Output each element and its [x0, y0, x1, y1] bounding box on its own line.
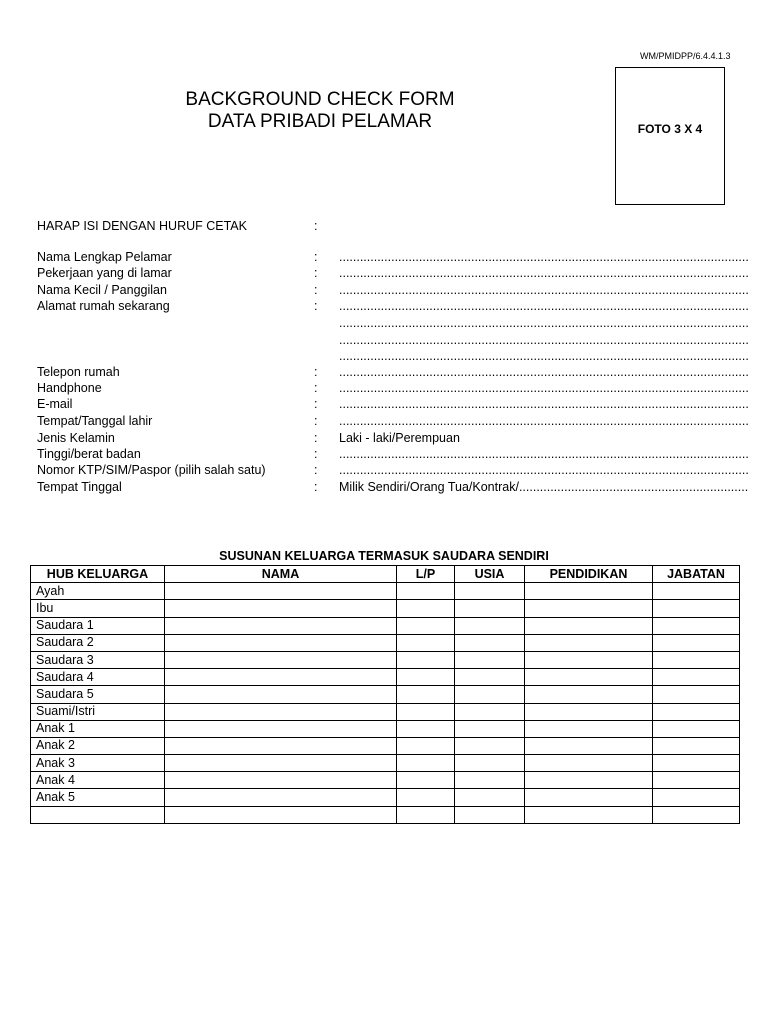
lp-cell[interactable]: [397, 703, 455, 720]
family-section-title: SUSUNAN KELUARGA TERMASUK SAUDARA SENDIRI: [219, 549, 549, 563]
table-row: [31, 686, 740, 703]
relation-cell: Anak 1: [31, 720, 165, 737]
pendidikan-cell[interactable]: [525, 703, 653, 720]
table-row: [31, 634, 740, 651]
tempat-tanggal-lahir-input[interactable]: [339, 413, 748, 429]
relation-cell: Saudara 5: [31, 686, 165, 703]
nama-kecil-input[interactable]: [339, 282, 748, 298]
relation-cell: Saudara 1: [31, 617, 165, 634]
colon: :: [314, 447, 318, 461]
field-label: Nama Lengkap Pelamar: [37, 250, 172, 264]
colon: :: [314, 299, 318, 313]
field-label: Pekerjaan yang di lamar: [37, 266, 172, 280]
usia-cell[interactable]: [455, 600, 525, 617]
tinggi-berat-input[interactable]: [339, 446, 748, 462]
pendidikan-cell[interactable]: [525, 772, 653, 789]
nama-cell[interactable]: [165, 651, 397, 668]
field-label: Nomor KTP/SIM/Paspor (pilih salah satu): [37, 463, 266, 477]
usia-cell[interactable]: [455, 617, 525, 634]
usia-cell[interactable]: [455, 755, 525, 772]
nama-cell[interactable]: [165, 634, 397, 651]
table-row: [31, 806, 740, 823]
field-label: Handphone: [37, 381, 102, 395]
col-header-lp: L/P: [397, 566, 455, 583]
relation-cell: Ibu: [31, 600, 165, 617]
jenis-kelamin-options[interactable]: Laki - laki/Perempuan: [339, 431, 460, 445]
colon: :: [314, 397, 318, 411]
lp-cell[interactable]: [397, 806, 455, 823]
jabatan-cell[interactable]: [653, 600, 740, 617]
nama-cell[interactable]: [165, 720, 397, 737]
lp-cell[interactable]: [397, 600, 455, 617]
colon: :: [314, 463, 318, 477]
relation-cell: Suami/Istri: [31, 703, 165, 720]
alamat-input-line-4[interactable]: [339, 348, 748, 364]
lp-cell[interactable]: [397, 686, 455, 703]
jabatan-cell[interactable]: [653, 789, 740, 806]
table-row: [31, 737, 740, 754]
form-subtitle: DATA PRIBADI PELAMAR: [207, 111, 433, 132]
pendidikan-cell[interactable]: [525, 583, 653, 600]
alamat-input-line-3[interactable]: [339, 332, 748, 348]
col-header-jabatan: JABATAN: [653, 566, 740, 583]
colon: :: [314, 431, 318, 445]
field-label: Tempat/Tanggal lahir: [37, 414, 153, 428]
lp-cell[interactable]: [397, 737, 455, 754]
field-label: Tinggi/berat badan: [37, 447, 141, 461]
field-jenis-kelamin: [37, 430, 747, 446]
pendidikan-cell[interactable]: [525, 600, 653, 617]
field-label: Telepon rumah: [37, 365, 120, 379]
nama-cell[interactable]: [165, 600, 397, 617]
relation-cell: Anak 3: [31, 755, 165, 772]
table-row: [31, 703, 740, 720]
field-label: Jenis Kelamin: [37, 431, 115, 445]
instruction-row: [37, 218, 747, 234]
nama-cell[interactable]: [165, 583, 397, 600]
jabatan-cell[interactable]: [653, 651, 740, 668]
nama-cell[interactable]: [165, 772, 397, 789]
nama-lengkap-input[interactable]: [339, 249, 748, 265]
field-label: Alamat rumah sekarang: [37, 299, 170, 313]
field-label: E-mail: [37, 397, 73, 411]
telepon-input[interactable]: [339, 364, 748, 380]
table-row: [31, 600, 740, 617]
usia-cell[interactable]: [455, 806, 525, 823]
col-header-usia: USIA: [455, 566, 525, 583]
tempat-tinggal-options: Milik Sendiri/Orang Tua/Kontrak/: [339, 480, 519, 494]
nama-cell[interactable]: [165, 789, 397, 806]
relation-cell: Anak 5: [31, 789, 165, 806]
photo-box: [615, 67, 725, 205]
jabatan-cell[interactable]: [653, 806, 740, 823]
relation-cell: [31, 806, 165, 823]
tempat-tinggal-input[interactable]: [339, 479, 748, 495]
alamat-input-line-1[interactable]: [339, 298, 748, 314]
email-input[interactable]: [339, 396, 748, 412]
col-header-nama: NAMA: [165, 566, 397, 583]
nama-cell[interactable]: [165, 669, 397, 686]
pendidikan-cell[interactable]: [525, 789, 653, 806]
nama-cell[interactable]: [165, 737, 397, 754]
jabatan-cell[interactable]: [653, 617, 740, 634]
table-row: [31, 583, 740, 600]
relation-cell: Ayah: [31, 583, 165, 600]
colon: :: [314, 283, 318, 297]
jabatan-cell[interactable]: [653, 583, 740, 600]
pendidikan-cell[interactable]: [525, 651, 653, 668]
nama-cell[interactable]: [165, 806, 397, 823]
pekerjaan-input[interactable]: [339, 265, 748, 281]
table-row: [31, 617, 740, 634]
lp-cell[interactable]: [397, 651, 455, 668]
table-row: [31, 669, 740, 686]
colon: :: [314, 266, 318, 280]
lp-cell[interactable]: [397, 634, 455, 651]
field-label: Tempat Tinggal: [37, 480, 122, 494]
colon: :: [314, 365, 318, 379]
jabatan-cell[interactable]: [653, 755, 740, 772]
colon: :: [314, 381, 318, 395]
lp-cell[interactable]: [397, 720, 455, 737]
lp-cell[interactable]: [397, 617, 455, 634]
table-row: [31, 772, 740, 789]
pendidikan-cell[interactable]: [525, 737, 653, 754]
jabatan-cell[interactable]: [653, 720, 740, 737]
family-table: [30, 565, 740, 824]
usia-cell[interactable]: [455, 737, 525, 754]
pendidikan-cell[interactable]: [525, 669, 653, 686]
jabatan-cell[interactable]: [653, 686, 740, 703]
relation-cell: Saudara 2: [31, 634, 165, 651]
usia-cell[interactable]: [455, 720, 525, 737]
colon: :: [314, 219, 318, 233]
table-row: [31, 651, 740, 668]
pendidikan-cell[interactable]: [525, 634, 653, 651]
pendidikan-cell[interactable]: [525, 617, 653, 634]
relation-cell: Anak 2: [31, 737, 165, 754]
col-header-pendidikan: PENDIDIKAN: [525, 566, 653, 583]
relation-cell: Anak 4: [31, 772, 165, 789]
usia-cell[interactable]: [455, 634, 525, 651]
photo-label: FOTO 3 X 4: [637, 122, 703, 136]
pendidikan-cell[interactable]: [525, 806, 653, 823]
jabatan-cell[interactable]: [653, 772, 740, 789]
nama-cell[interactable]: [165, 755, 397, 772]
jabatan-cell[interactable]: [653, 634, 740, 651]
table-row: [31, 720, 740, 737]
pendidikan-cell[interactable]: [525, 686, 653, 703]
instruction-label: HARAP ISI DENGAN HURUF CETAK: [37, 219, 247, 233]
field-label: Nama Kecil / Panggilan: [37, 283, 167, 297]
lp-cell[interactable]: [397, 772, 455, 789]
table-row: [31, 789, 740, 806]
pendidikan-cell[interactable]: [525, 755, 653, 772]
nama-cell[interactable]: [165, 686, 397, 703]
jabatan-cell[interactable]: [653, 737, 740, 754]
form-title: BACKGROUND CHECK FORM: [185, 89, 455, 110]
nama-cell[interactable]: [165, 617, 397, 634]
usia-cell[interactable]: [455, 669, 525, 686]
alamat-input-line-2[interactable]: [339, 315, 748, 331]
relation-cell: Saudara 4: [31, 669, 165, 686]
lp-cell[interactable]: [397, 789, 455, 806]
usia-cell[interactable]: [455, 772, 525, 789]
usia-cell[interactable]: [455, 789, 525, 806]
relation-cell: Saudara 3: [31, 651, 165, 668]
jabatan-cell[interactable]: [653, 703, 740, 720]
nama-cell[interactable]: [165, 703, 397, 720]
usia-cell[interactable]: [455, 686, 525, 703]
usia-cell[interactable]: [455, 703, 525, 720]
lp-cell[interactable]: [397, 669, 455, 686]
nomor-identitas-input[interactable]: [339, 462, 748, 478]
table-header-row: [31, 566, 740, 583]
colon: :: [314, 250, 318, 264]
lp-cell[interactable]: [397, 755, 455, 772]
table-row: [31, 755, 740, 772]
colon: :: [314, 414, 318, 428]
col-header-hub: HUB KELUARGA: [31, 566, 165, 583]
handphone-input[interactable]: [339, 380, 748, 396]
usia-cell[interactable]: [455, 651, 525, 668]
lp-cell[interactable]: [397, 583, 455, 600]
colon: :: [314, 480, 318, 494]
usia-cell[interactable]: [455, 583, 525, 600]
jabatan-cell[interactable]: [653, 669, 740, 686]
pendidikan-cell[interactable]: [525, 720, 653, 737]
document-code: WM/PMIDPP/6.4.4.1.3: [640, 51, 731, 61]
